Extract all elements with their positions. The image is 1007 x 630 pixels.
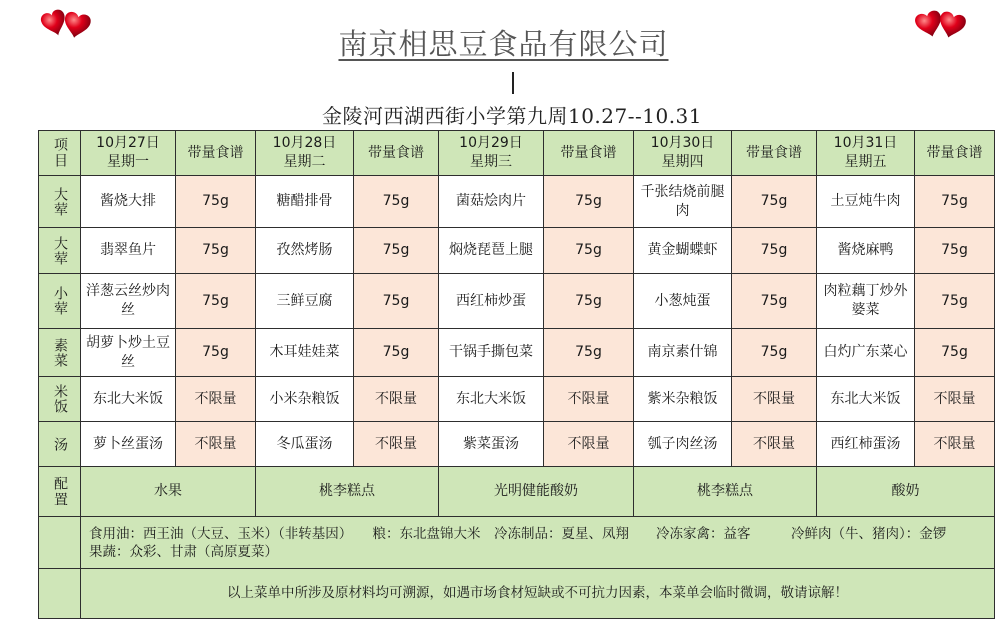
amount-cell: 不限量 [176, 377, 256, 422]
text-cursor [512, 72, 514, 94]
day-weekday: 星期二 [283, 154, 326, 170]
dish-cell: 小葱炖蛋 [634, 274, 732, 329]
amount-cell: 75g [176, 176, 256, 228]
amount-cell: 75g [915, 329, 995, 377]
amount-cell: 75g [544, 228, 634, 274]
footnote-label-cell [39, 569, 81, 619]
day-date: 10月29日 [459, 135, 523, 151]
amount-cell: 不限量 [915, 377, 995, 422]
amount-cell: 不限量 [732, 422, 817, 467]
footnote-row [39, 569, 995, 619]
dish-cell: 西红柿蛋汤 [817, 422, 915, 467]
dish-cell: 糖醋排骨 [256, 176, 354, 228]
dish-cell: 萝卜丝蛋汤 [81, 422, 176, 467]
extras-item: 桃李糕点 [634, 467, 817, 517]
amount-cell: 75g [732, 329, 817, 377]
day-date: 10月30日 [650, 135, 715, 151]
dish-cell: 千张结烧前腿肉 [634, 176, 732, 228]
dish-cell: 菌菇烩肉片 [439, 176, 544, 228]
row-category-label: 米饭 [39, 377, 81, 422]
amount-cell: 75g [732, 176, 817, 228]
day-date: 10月27日 [96, 135, 160, 151]
company-title: 南京相思豆食品有限公司 [338, 27, 669, 61]
menu-footnote: 以上菜单中所涉及原材料均可溯源，如遇市场食材短缺或不可抗力因素，本菜单会临时微调，敬请谅解！ [81, 569, 995, 619]
menu-row [39, 329, 995, 377]
dish-cell: 冬瓜蛋汤 [256, 422, 354, 467]
menu-row [39, 377, 995, 422]
dish-cell: 土豆炖牛肉 [817, 176, 915, 228]
extras-item: 水果 [81, 467, 256, 517]
day-header [256, 131, 354, 176]
sources-row [39, 517, 995, 569]
ingredient-sources: 食用油：西王油（大豆、玉米）（非转基因） 粮：东北盘锦大米 冷冻制品：夏星、凤翔 冷冻家禽：益客 冷鲜肉（牛、猪肉）：金锣 果蔬：众彩、甘肃（高原夏菜） [81, 517, 995, 569]
dish-cell: 胡萝卜炒土豆丝 [81, 329, 176, 377]
amount-cell: 75g [732, 274, 817, 329]
menu-row [39, 228, 995, 274]
day-weekday: 星期三 [470, 154, 512, 170]
dish-cell: 三鲜豆腐 [256, 274, 354, 329]
amount-cell: 75g [176, 274, 256, 329]
menu-subtitle: 金陵河西湖西街小学第九周10.27--10.31 [321, 104, 703, 128]
day-weekday: 星期四 [661, 154, 704, 170]
amount-cell: 75g [354, 228, 439, 274]
day-weekday: 星期五 [844, 154, 887, 170]
amount-column-header: 带量食谱 [732, 131, 817, 176]
row-category-label: 大荤 [39, 176, 81, 228]
row-category-label: 素菜 [39, 329, 81, 377]
amount-cell: 75g [354, 176, 439, 228]
day-header [81, 131, 176, 176]
dish-cell: 白灼广东菜心 [817, 329, 915, 377]
menu-row [39, 274, 995, 329]
amount-cell: 不限量 [544, 377, 634, 422]
dish-cell: 洋葱云丝炒肉丝 [81, 274, 176, 329]
extras-label: 配置 [39, 467, 81, 517]
dish-cell: 东北大米饭 [817, 377, 915, 422]
amount-cell: 75g [354, 274, 439, 329]
amount-cell: 75g [915, 228, 995, 274]
dish-cell: 肉粒藕丁炒外婆菜 [817, 274, 915, 329]
amount-cell: 75g [176, 329, 256, 377]
dish-cell: 木耳娃娃菜 [256, 329, 354, 377]
extras-row [39, 467, 995, 517]
sources-label-cell [39, 517, 81, 569]
day-date: 10月31日 [833, 135, 898, 151]
menu-row [39, 422, 995, 467]
dish-cell: 酱烧大排 [81, 176, 176, 228]
day-date: 10月28日 [272, 135, 337, 151]
amount-cell: 不限量 [176, 422, 256, 467]
dish-cell: 焖烧琵琶上腿 [439, 228, 544, 274]
amount-column-header: 带量食谱 [915, 131, 995, 176]
dish-cell: 酱烧麻鸭 [817, 228, 915, 274]
day-weekday: 星期一 [107, 154, 149, 170]
amount-cell: 75g [354, 329, 439, 377]
header-row [39, 131, 995, 176]
amount-cell: 不限量 [544, 422, 634, 467]
amount-cell: 不限量 [354, 377, 439, 422]
amount-cell: 75g [544, 274, 634, 329]
amount-cell: 75g [732, 228, 817, 274]
dish-cell: 翡翠鱼片 [81, 228, 176, 274]
row-category-label: 汤 [39, 422, 81, 467]
amount-cell: 75g [176, 228, 256, 274]
menu-row [39, 176, 995, 228]
dish-cell: 东北大米饭 [81, 377, 176, 422]
weekly-menu-table [38, 130, 995, 619]
amount-cell: 75g [544, 176, 634, 228]
dish-cell: 孜然烤肠 [256, 228, 354, 274]
dish-cell: 瓠子肉丝汤 [634, 422, 732, 467]
amount-cell: 不限量 [732, 377, 817, 422]
row-category-label: 小荤 [39, 274, 81, 329]
day-header [439, 131, 544, 176]
dish-cell: 西红柿炒蛋 [439, 274, 544, 329]
dish-cell: 干锅手撕包菜 [439, 329, 544, 377]
amount-cell: 75g [544, 329, 634, 377]
dish-cell: 黄金蝴蝶虾 [634, 228, 732, 274]
amount-cell: 75g [915, 176, 995, 228]
amount-cell: 75g [915, 274, 995, 329]
item-column-header: 项目 [39, 131, 81, 176]
dish-cell: 南京素什锦 [634, 329, 732, 377]
dish-cell: 东北大米饭 [439, 377, 544, 422]
dish-cell: 紫米杂粮饭 [634, 377, 732, 422]
dish-cell: 紫菜蛋汤 [439, 422, 544, 467]
amount-cell: 不限量 [915, 422, 995, 467]
dish-cell: 小米杂粮饭 [256, 377, 354, 422]
amount-column-header: 带量食谱 [354, 131, 439, 176]
day-header [817, 131, 915, 176]
amount-cell: 不限量 [354, 422, 439, 467]
row-category-label: 大荤 [39, 228, 81, 274]
day-header [634, 131, 732, 176]
extras-item: 光明健能酸奶 [439, 467, 634, 517]
extras-item: 酸奶 [817, 467, 995, 517]
amount-column-header: 带量食谱 [176, 131, 256, 176]
extras-item: 桃李糕点 [256, 467, 439, 517]
amount-column-header: 带量食谱 [544, 131, 634, 176]
